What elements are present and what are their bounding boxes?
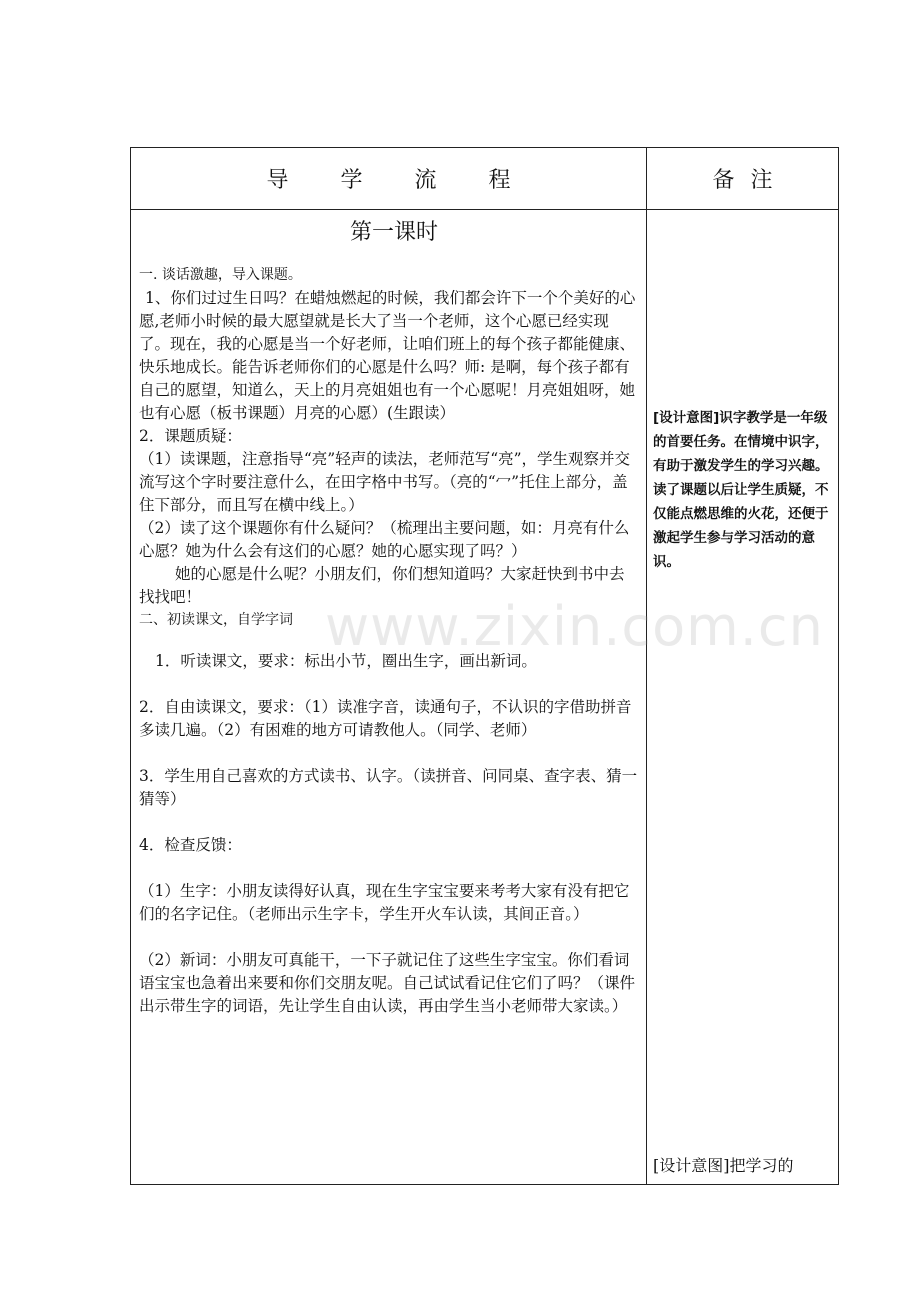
column-divider bbox=[646, 148, 647, 1184]
paragraph-intro: 1、你们过过生日吗？在蜡烛燃起的时候，我们都会许下一个个美好的心愿,老师小时候的最大愿望就是长大了当一个老师，这个心愿已经实现了。现在，我的心愿是当一个好老师，让咱们班上的每个孩子都能健康、快乐地成长。能告诉老师你们的心愿是什么吗？师: 是啊，每个孩子都有自己的愿望，知道么，天上的月亮姐姐也有一个心愿呢！月亮姐姐呀，她也有心愿（板书课题）月亮的心愿）(生跟读） bbox=[139, 289, 636, 422]
watermark: www.zixin.com.cn bbox=[325, 595, 824, 658]
section1-title: 一. 谈话激趣，导入课题。 bbox=[139, 267, 302, 283]
step-4-item-1: （1）生字：小朋友读得好认真，现在生字宝宝要来考考大家有没有把它们的名字记住。（老师出示生字卡，学生开火车认读，其间正音。） bbox=[139, 882, 630, 923]
lesson-title: 第一课时 bbox=[349, 220, 438, 245]
flow-content bbox=[139, 216, 639, 1018]
flow-column-header: 导学流程 bbox=[266, 168, 563, 193]
notes-column-header: 备注 bbox=[712, 168, 789, 193]
section2-title: 二、初读课文，自学字词 bbox=[139, 612, 293, 628]
design-intent-note-2: [设计意图]把学习的 bbox=[653, 1156, 794, 1175]
step-4-item-2: （2）新词：小朋友可真能干，一下子就记住了这些生字宝宝。你们看词语宝宝也急着出来要和你们交朋友呢。自己试试看记住它们了吗？（课件出示带生字的词语，先让学生自由认读，再由学生当小老师带大家读。） bbox=[139, 951, 636, 1015]
question-item-1: （1）读课题，注意指导“亮”轻声的读法，老师范写“亮”，学生观察并交流写这个字时要注意什么，在田字格中书写。（亮的“冖”托住上部分，盖住下部分，而且写在横中线上。） bbox=[139, 450, 631, 514]
lesson-plan-table bbox=[130, 147, 839, 1185]
step-4: 4．检查反馈： bbox=[139, 836, 242, 854]
transition-paragraph: 她的心愿是什么呢？小朋友们，你们想知道吗？大家赶快到书中去找找吧！ bbox=[139, 565, 625, 606]
question-title: 2．课题质疑： bbox=[139, 427, 242, 445]
step-1: 1．听读课文，要求：标出小节，圈出生字，画出新词。 bbox=[155, 652, 537, 670]
design-intent-note-1: [设计意图]识字教学是一年级的首要任务。在情境中识字，有助于激发学生的学习兴趣。读了课题以后让学生质疑，不仅能点燃思维的火花，还便于激起学生参与学习活动的意识。 bbox=[653, 410, 829, 570]
question-item-2: （2）读了这个课题你有什么疑问？（梳理出主要问题，如：月亮有什么心愿？她为什么会有这们的心愿？她的心愿实现了吗？） bbox=[139, 519, 630, 560]
step-3: 3．学生用自己喜欢的方式读书、认字。（读拼音、问同桌、查字表、猜一猜等） bbox=[139, 767, 638, 808]
header-divider bbox=[131, 209, 838, 210]
step-2: 2．自由读课文，要求：（1）读准字音，读通句子，不认识的字借助拼音多读几遍。（2）有困难的地方可请教他人。（同学、老师） bbox=[139, 698, 632, 739]
